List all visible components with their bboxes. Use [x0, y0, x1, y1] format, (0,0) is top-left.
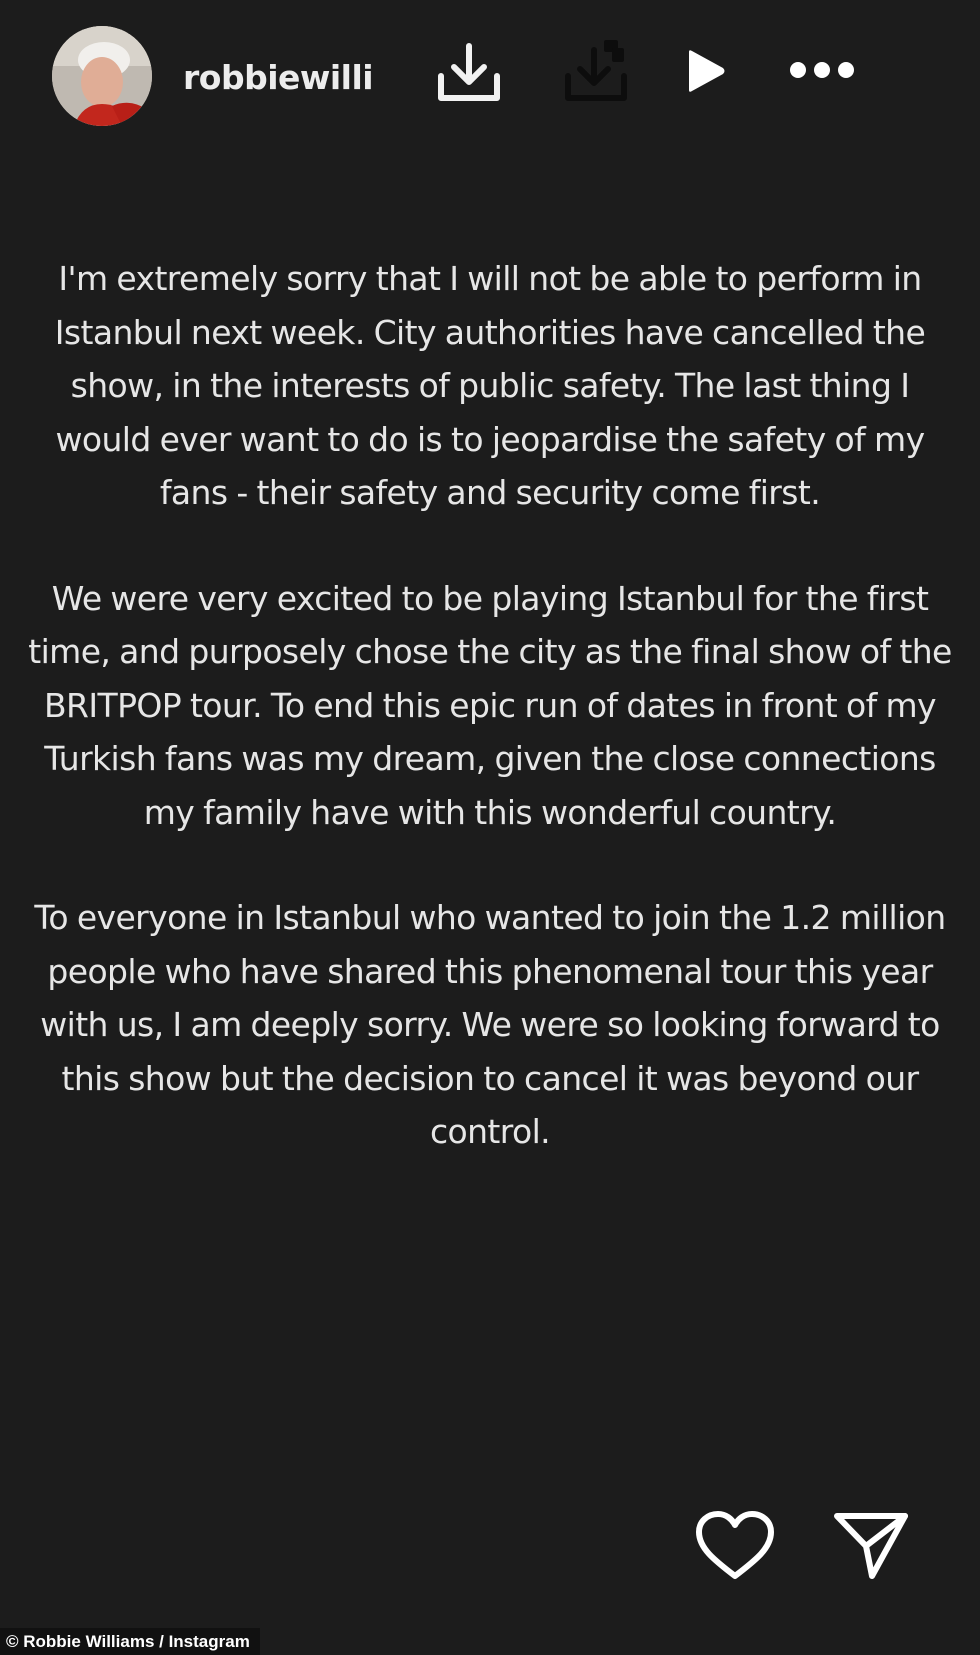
play-icon[interactable] [683, 48, 729, 94]
message-paragraph-3: To everyone in Istanbul who wanted to join the 1.2 million people who have shared this phenomenal tour this year with us, I am deeply sorry. We were so looking forward to this show but the decision to cancel it was beyond our control. [34, 898, 946, 1151]
more-options-icon[interactable] [787, 58, 857, 82]
save-story-icon[interactable] [564, 38, 630, 104]
story-message [20, 252, 960, 1211]
username[interactable]: robbiewilli [183, 58, 374, 97]
message-paragraph-2: We were very excited to be playing Istanbul for the first time, and purposely chose the city as the final show of the BRITPOP tour. To end this epic run of dates in front of my Turkish fans was my dream, given the close connections my family have with this wonderful country. [28, 578, 952, 832]
photo-credit: © Robbie Williams / Instagram [0, 1628, 260, 1655]
heart-icon[interactable] [694, 1510, 776, 1582]
avatar-image [52, 26, 152, 126]
send-icon[interactable] [832, 1510, 910, 1582]
message-paragraph-1: I'm extremely sorry that I will not be able to perform in Istanbul next week. City authorities have cancelled the show, in the interests of public safety. The last thing I would ever want to do is to jeopardise the safety of my fans - their safety and security come first. [54, 259, 926, 512]
story-header [0, 0, 980, 150]
download-icon[interactable] [436, 42, 502, 104]
avatar[interactable] [52, 26, 152, 126]
